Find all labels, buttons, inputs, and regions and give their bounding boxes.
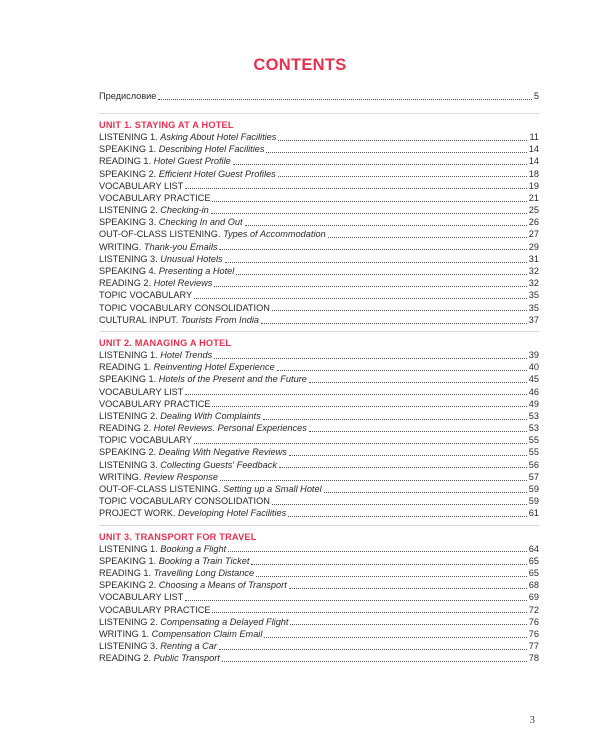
toc-entry[interactable] bbox=[99, 495, 539, 507]
toc-entry-label bbox=[99, 555, 249, 567]
toc-entry-label bbox=[99, 216, 243, 228]
entry-section: TOPIC VOCABULARY bbox=[99, 435, 193, 446]
toc-entry-page: 77 bbox=[528, 641, 539, 652]
toc-entry-label bbox=[99, 483, 322, 495]
toc-entry[interactable] bbox=[99, 591, 539, 603]
entry-topic: Compensation Claim Email bbox=[151, 628, 263, 639]
toc-entry[interactable] bbox=[99, 192, 539, 204]
toc-entry-label bbox=[99, 302, 270, 314]
toc-entry-label bbox=[99, 277, 212, 289]
leader-dots bbox=[212, 201, 526, 202]
toc-entry-label bbox=[99, 241, 217, 253]
toc-entry-label bbox=[99, 204, 209, 216]
entry-section: SPEAKING 1. bbox=[99, 555, 159, 566]
toc-entry[interactable] bbox=[99, 216, 539, 228]
entry-topic: Travelling Long Distance bbox=[153, 567, 255, 578]
leader-dots bbox=[309, 382, 527, 383]
entry-section: LISTENING 3. bbox=[99, 253, 161, 264]
toc-entry[interactable] bbox=[99, 253, 539, 265]
toc-entry-page: 53 bbox=[528, 410, 539, 421]
entry-topic: Developing Hotel Facilities bbox=[177, 508, 287, 519]
toc-entry-label bbox=[99, 265, 234, 277]
leader-dots bbox=[289, 588, 527, 589]
entry-topic: Compensating a Delayed Flight bbox=[160, 616, 289, 627]
toc-entry-page: 76 bbox=[528, 628, 539, 639]
section-divider bbox=[99, 331, 539, 332]
leader-dots bbox=[214, 286, 526, 287]
toc-entry-page: 35 bbox=[528, 290, 539, 301]
leader-dots bbox=[261, 323, 527, 324]
toc-entry-label bbox=[99, 616, 288, 628]
entry-section: READING 1. bbox=[99, 362, 154, 373]
toc-entry-page: 53 bbox=[528, 423, 539, 434]
toc-entry-page: 11 bbox=[529, 131, 539, 142]
leader-dots bbox=[290, 624, 526, 625]
toc-entry[interactable] bbox=[99, 447, 539, 459]
toc-entry-page: 68 bbox=[528, 580, 539, 591]
toc-entry-page: 65 bbox=[528, 567, 539, 578]
toc-entry-label bbox=[99, 640, 217, 652]
leader-dots bbox=[289, 455, 527, 456]
entry-section: TOPIC VOCABULARY CONSOLIDATION bbox=[99, 496, 270, 507]
toc-entry-label bbox=[99, 386, 183, 398]
toc-entry-label bbox=[99, 591, 183, 603]
units-list bbox=[99, 108, 539, 665]
leader-dots bbox=[194, 298, 527, 299]
entry-section: OUT-OF-CLASS LISTENING. bbox=[99, 484, 224, 495]
entry-topic: Types of Accommodation bbox=[223, 229, 326, 240]
leader-dots bbox=[233, 164, 527, 165]
toc-entry[interactable] bbox=[99, 277, 539, 289]
toc-entry-page: 21 bbox=[528, 192, 539, 203]
toc-entry-page: 35 bbox=[528, 302, 539, 313]
leader-dots bbox=[256, 576, 527, 577]
leader-dots bbox=[309, 431, 527, 432]
entry-topic: Presenting a Hotel bbox=[158, 266, 235, 277]
toc-entry-page: 61 bbox=[528, 508, 539, 519]
leader-dots bbox=[228, 551, 527, 552]
entry-section: TOPIC VOCABULARY bbox=[99, 290, 193, 301]
toc-entry[interactable] bbox=[99, 168, 539, 180]
leader-dots bbox=[185, 394, 526, 395]
entry-section: WRITING 1. bbox=[99, 628, 152, 639]
entry-topic: Collecting Guests' Feedback bbox=[160, 459, 277, 470]
toc-entry-page: 45 bbox=[528, 374, 539, 385]
leader-dots bbox=[278, 176, 527, 177]
entry-section: READING 1. bbox=[99, 156, 154, 167]
leader-dots bbox=[220, 480, 527, 481]
leader-dots bbox=[264, 637, 526, 638]
toc-entry[interactable] bbox=[99, 471, 539, 483]
toc-entry-page: 46 bbox=[528, 386, 539, 397]
entry-section: VOCABULARY LIST bbox=[99, 592, 184, 603]
toc-entry-label bbox=[99, 314, 259, 326]
leader-dots bbox=[194, 443, 527, 444]
toc-entry[interactable] bbox=[99, 616, 539, 628]
toc-entry-page: 55 bbox=[528, 447, 539, 458]
toc-entry-label bbox=[99, 253, 223, 265]
entry-topic: Hotel Reviews bbox=[153, 278, 213, 289]
toc-entry[interactable] bbox=[99, 483, 539, 495]
entry-section: VOCABULARY PRACTICE bbox=[99, 192, 211, 203]
toc-entry-label bbox=[99, 471, 218, 483]
entry-topic: Renting a Car bbox=[160, 641, 217, 652]
toc-entry-page: 37 bbox=[528, 314, 539, 325]
entry-section: READING 1. bbox=[99, 567, 154, 578]
toc-entry-preface[interactable] bbox=[99, 90, 539, 102]
entry-section: LISTENING 2. bbox=[99, 616, 161, 627]
entry-topic: Asking About Hotel Facilities bbox=[160, 131, 277, 142]
entry-topic: Booking a Flight bbox=[160, 543, 227, 554]
toc-entry[interactable] bbox=[99, 302, 539, 314]
entry-section: LISTENING 1. bbox=[99, 543, 161, 554]
leader-dots bbox=[158, 99, 531, 100]
toc-entry[interactable] bbox=[99, 229, 539, 241]
toc-entry[interactable] bbox=[99, 579, 539, 591]
toc-entry[interactable] bbox=[99, 628, 539, 640]
entry-topic: Booking a Train Ticket bbox=[158, 555, 250, 566]
toc-entry[interactable] bbox=[99, 459, 539, 471]
toc-entry-page: 14 bbox=[528, 156, 539, 167]
section-divider bbox=[99, 113, 539, 114]
leader-dots bbox=[214, 358, 527, 359]
toc-entry[interactable] bbox=[99, 143, 539, 155]
toc-entry-page: 56 bbox=[528, 459, 539, 470]
leader-dots bbox=[279, 467, 527, 468]
toc-entry[interactable] bbox=[99, 204, 539, 216]
toc-entry-label bbox=[99, 579, 287, 591]
toc-entry-page: 59 bbox=[528, 484, 539, 495]
entry-topic: Checking In and Out bbox=[158, 217, 243, 228]
entry-section: READING 2. bbox=[99, 423, 154, 434]
entry-section: SPEAKING 2. bbox=[99, 447, 159, 458]
entry-section: WRITING. bbox=[99, 241, 144, 252]
entry-topic: Thank-you Emails bbox=[143, 241, 218, 252]
toc-entry-label bbox=[99, 180, 183, 192]
toc-entry-label bbox=[99, 459, 277, 471]
toc-entry-label bbox=[99, 604, 210, 616]
toc-entry[interactable] bbox=[99, 289, 539, 301]
entry-topic: Reinventing Hotel Experience bbox=[153, 362, 275, 373]
entry-topic: Describing Hotel Facilities bbox=[158, 144, 265, 155]
toc-entry[interactable] bbox=[99, 543, 539, 555]
toc-entry-page: 29 bbox=[528, 241, 539, 252]
toc-entry[interactable] bbox=[99, 131, 539, 143]
toc-entry-page: 14 bbox=[528, 144, 539, 155]
toc-entry-page: 19 bbox=[528, 180, 539, 191]
toc-entry[interactable] bbox=[99, 386, 539, 398]
toc-entry-page: 76 bbox=[528, 616, 539, 627]
toc-entry-label bbox=[99, 422, 307, 434]
entry-section: SPEAKING 2. bbox=[99, 168, 159, 179]
leader-dots bbox=[277, 370, 527, 371]
unit-heading: UNIT 1. STAYING AT A HOTEL bbox=[99, 120, 234, 130]
entry-section: LISTENING 1. bbox=[99, 131, 161, 142]
entry-section: SPEAKING 1. bbox=[99, 144, 159, 155]
toc-entry-page: 64 bbox=[528, 543, 539, 554]
toc-entry[interactable] bbox=[99, 640, 539, 652]
entry-section: LISTENING 2. bbox=[99, 205, 161, 216]
entry-section: VOCABULARY PRACTICE bbox=[99, 604, 211, 615]
toc-entry-label bbox=[99, 507, 286, 519]
entry-section: VOCABULARY LIST bbox=[99, 386, 184, 397]
toc-entry-label bbox=[99, 628, 262, 640]
toc-entry-page: 25 bbox=[528, 205, 539, 216]
toc-entry-page: 69 bbox=[528, 592, 539, 603]
toc-entry[interactable] bbox=[99, 652, 539, 664]
toc-entry[interactable] bbox=[99, 434, 539, 446]
toc-entry-label: Предисловие bbox=[99, 90, 157, 101]
entry-section: SPEAKING 4. bbox=[99, 266, 159, 277]
leader-dots bbox=[272, 310, 527, 311]
entry-section: VOCABULARY LIST bbox=[99, 180, 184, 191]
toc-entry[interactable] bbox=[99, 314, 539, 326]
entry-section: WRITING. bbox=[99, 471, 144, 482]
toc-entry-page: 5 bbox=[533, 90, 539, 101]
page-number: 3 bbox=[529, 714, 535, 726]
entry-topic: Setting up a Small Hotel bbox=[223, 484, 322, 495]
toc-entry-label bbox=[99, 495, 270, 507]
leader-dots bbox=[251, 564, 526, 565]
entry-topic: Checking-in bbox=[160, 205, 209, 216]
entry-topic: Hotel Guest Profile bbox=[153, 156, 231, 167]
toc-entry-label bbox=[99, 168, 276, 180]
leader-dots bbox=[272, 504, 527, 505]
entry-section: READING 2. bbox=[99, 278, 154, 289]
toc-entry-page: 55 bbox=[528, 435, 539, 446]
leader-dots bbox=[212, 406, 526, 407]
entry-topic: Hotel Trends bbox=[160, 349, 213, 360]
entry-section: SPEAKING 3. bbox=[99, 217, 159, 228]
entry-topic: Review Response bbox=[143, 471, 218, 482]
leader-dots bbox=[328, 237, 527, 238]
toc-entry[interactable] bbox=[99, 155, 539, 167]
toc-entry-label bbox=[99, 131, 276, 143]
toc-entry-page: 40 bbox=[528, 362, 539, 373]
leader-dots bbox=[211, 213, 527, 214]
entry-section: SPEAKING 2. bbox=[99, 580, 159, 591]
toc-entry-label bbox=[99, 652, 220, 664]
toc-entry[interactable] bbox=[99, 555, 539, 567]
preface-block bbox=[99, 90, 539, 102]
toc-entry-page: 39 bbox=[528, 349, 539, 360]
toc-entry[interactable] bbox=[99, 180, 539, 192]
toc-entry-label bbox=[99, 446, 287, 458]
toc-entry[interactable] bbox=[99, 349, 539, 361]
entry-topic: Dealing With Negative Reviews bbox=[158, 447, 287, 458]
toc-entry-page: 32 bbox=[528, 266, 539, 277]
unit-heading: UNIT 3. TRANSPORT FOR TRAVEL bbox=[99, 531, 257, 542]
entry-topic: Choosing a Means of Transport bbox=[158, 580, 287, 591]
toc-entry-label bbox=[99, 361, 275, 373]
toc-entry-label bbox=[99, 543, 226, 555]
leader-dots bbox=[278, 140, 527, 141]
entry-topic: Tourists From India bbox=[180, 314, 259, 325]
entry-section: LISTENING 3. bbox=[99, 459, 161, 470]
toc-entry-label bbox=[99, 192, 210, 204]
entry-section: LISTENING 2. bbox=[99, 410, 161, 421]
entry-section: LISTENING 1. bbox=[99, 349, 161, 360]
entry-section: PROJECT WORK. bbox=[99, 508, 178, 519]
toc-entry-page: 78 bbox=[528, 653, 539, 664]
toc-entry[interactable] bbox=[99, 422, 539, 434]
leader-dots bbox=[245, 225, 527, 226]
toc-entry[interactable] bbox=[99, 410, 539, 422]
toc-entry[interactable] bbox=[99, 398, 539, 410]
toc-entry-label bbox=[99, 228, 326, 240]
toc-entry-page: 65 bbox=[528, 555, 539, 566]
toc-entry[interactable] bbox=[99, 241, 539, 253]
entry-topic: Hotel Reviews. Personal Experiences bbox=[153, 423, 307, 434]
entry-section: READING 2. bbox=[99, 653, 154, 664]
toc-entry-label bbox=[99, 155, 231, 167]
toc-entry[interactable] bbox=[99, 265, 539, 277]
entry-section: SPEAKING 1. bbox=[99, 374, 159, 385]
toc-entry-page: 18 bbox=[528, 168, 539, 179]
toc-entry-label bbox=[99, 410, 261, 422]
toc-entry[interactable] bbox=[99, 567, 539, 579]
toc-entry-label bbox=[99, 398, 210, 410]
leader-dots bbox=[185, 600, 526, 601]
section-divider bbox=[99, 525, 539, 526]
toc-entry-page: 72 bbox=[528, 604, 539, 615]
entry-topic: Unusual Hotels bbox=[160, 253, 223, 264]
leader-dots bbox=[185, 188, 526, 189]
leader-dots bbox=[263, 419, 527, 420]
entry-topic: Hotels of the Present and the Future bbox=[158, 374, 307, 385]
entry-topic: Public Transport bbox=[153, 653, 220, 664]
toc-entry-page: 59 bbox=[528, 496, 539, 507]
toc-entry-page: 27 bbox=[528, 229, 539, 240]
entry-topic: Dealing With Complaints bbox=[160, 410, 261, 421]
toc-entry[interactable] bbox=[99, 604, 539, 616]
leader-dots bbox=[219, 249, 526, 250]
leader-dots bbox=[266, 152, 526, 153]
toc-entry-label bbox=[99, 567, 254, 579]
toc-entry-label bbox=[99, 434, 192, 446]
entry-section: VOCABULARY PRACTICE bbox=[99, 398, 211, 409]
leader-dots bbox=[288, 516, 527, 517]
toc-entry-page: 31 bbox=[528, 253, 539, 264]
entry-section: LISTENING 3. bbox=[99, 641, 161, 652]
toc-entry-page: 49 bbox=[528, 398, 539, 409]
leader-dots bbox=[324, 492, 527, 493]
leader-dots bbox=[236, 274, 526, 275]
leader-dots bbox=[212, 612, 526, 613]
entry-topic: Efficient Hotel Guest Profiles bbox=[158, 168, 276, 179]
toc-entry[interactable] bbox=[99, 507, 539, 519]
toc-entry[interactable] bbox=[99, 373, 539, 385]
toc-entry-label bbox=[99, 289, 192, 301]
unit-heading: UNIT 2. MANAGING A HOTEL bbox=[99, 338, 232, 348]
toc-entry-label bbox=[99, 143, 264, 155]
entry-section: CULTURAL INPUT. bbox=[99, 314, 181, 325]
toc-entry-page: 26 bbox=[528, 217, 539, 228]
toc-entry-page: 57 bbox=[528, 471, 539, 482]
toc-entry-label bbox=[99, 349, 212, 361]
toc-entry-page: 32 bbox=[528, 278, 539, 289]
page-title: CONTENTS bbox=[253, 56, 347, 74]
toc-entry[interactable] bbox=[99, 361, 539, 373]
entry-section: OUT-OF-CLASS LISTENING. bbox=[99, 229, 224, 240]
entry-section: TOPIC VOCABULARY CONSOLIDATION bbox=[99, 302, 270, 313]
leader-dots bbox=[222, 661, 527, 662]
toc-entry-label bbox=[99, 373, 307, 385]
leader-dots bbox=[225, 262, 527, 263]
leader-dots bbox=[219, 649, 527, 650]
